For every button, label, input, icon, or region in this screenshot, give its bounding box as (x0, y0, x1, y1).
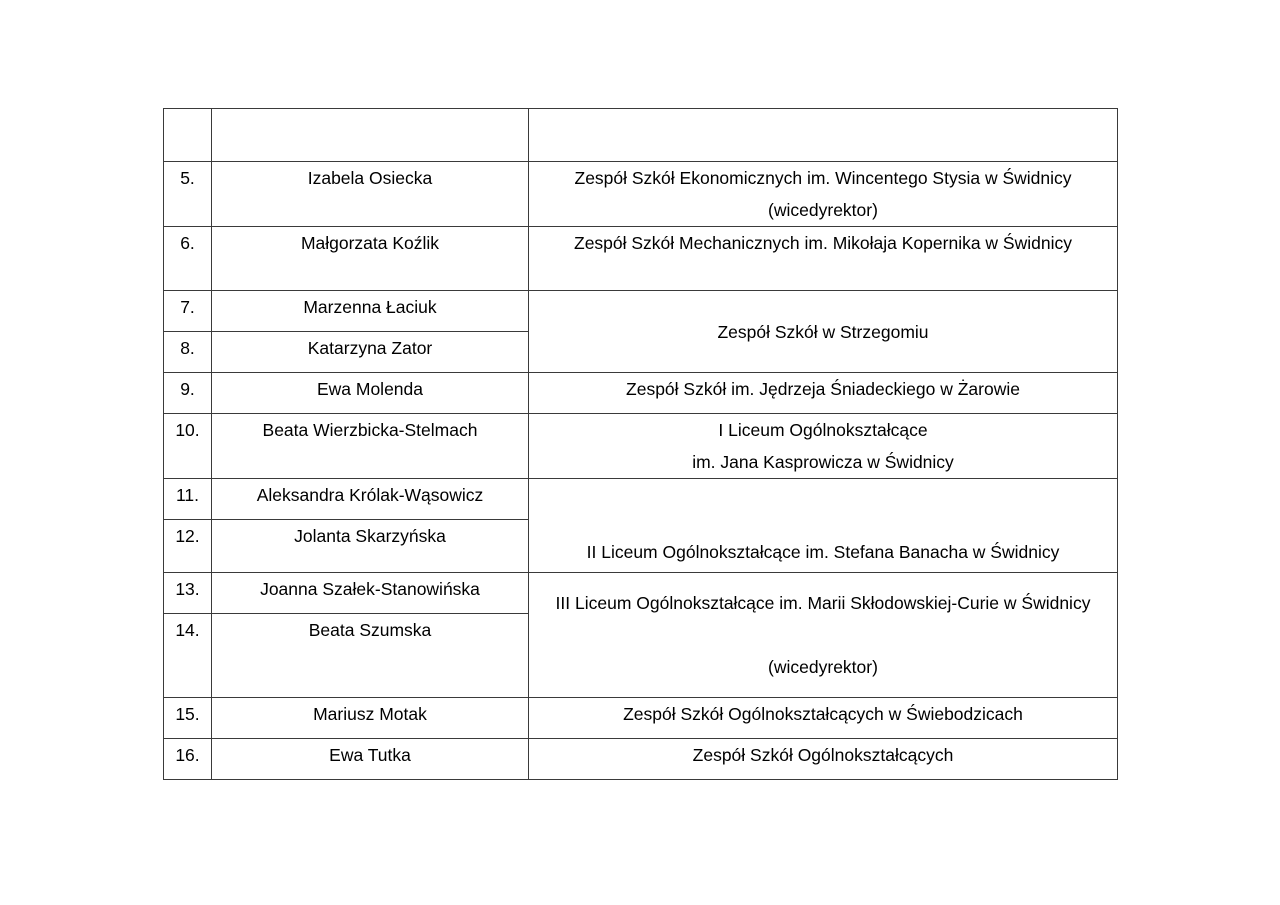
row-number: 9. (164, 373, 212, 414)
staff-school-table (163, 108, 1118, 780)
school-cell (529, 739, 1118, 780)
school-name: Zespół Szkół Ogólnokształcących (692, 745, 954, 765)
role-note: (wicedyrektor) (768, 200, 878, 220)
blank-line (529, 619, 1117, 651)
header-cell-number (164, 109, 212, 162)
person-name: Ewa Tutka (212, 739, 529, 780)
header-cell-school (529, 109, 1118, 162)
school-name: Zespół Szkół Ogólnokształcących w Świebodzicach (623, 704, 1023, 724)
school-name: Zespół Szkół w Strzegomiu (717, 321, 929, 342)
school-cell-merged (529, 479, 1118, 573)
table-row (164, 479, 1118, 520)
person-name: Joanna Szałek-Stanowińska (212, 573, 529, 614)
row-number: 7. (164, 291, 212, 332)
role-note: (wicedyrektor) (768, 657, 878, 677)
row-number: 5. (164, 162, 212, 227)
school-name: Zespół Szkół im. Jędrzeja Śniadeckiego w Żarowie (626, 379, 1020, 399)
row-number: 13. (164, 573, 212, 614)
person-name: Beata Wierzbicka-Stelmach (212, 414, 529, 479)
row-number: 8. (164, 332, 212, 373)
school-cell (529, 227, 1118, 291)
school-cell (529, 698, 1118, 739)
person-name: Ewa Molenda (212, 373, 529, 414)
person-name: Beata Szumska (212, 614, 529, 698)
school-cell (529, 414, 1118, 479)
person-name: Katarzyna Zator (212, 332, 529, 373)
school-cell-merged (529, 573, 1118, 698)
row-number: 10. (164, 414, 212, 479)
school-cell (529, 162, 1118, 227)
school-name: Zespół Szkół Ekonomicznych im. Wincentego Stysia w Świdnicy (574, 168, 1072, 188)
table-header-row (164, 109, 1118, 162)
school-name: II Liceum Ogólnokształcące im. Stefana Banacha w Świdnicy (586, 542, 1060, 562)
person-name: Małgorzata Koźlik (212, 227, 529, 291)
table-row (164, 573, 1118, 614)
row-number: 16. (164, 739, 212, 780)
school-name-continued: im. Jana Kasprowicza w Świdnicy (692, 452, 954, 472)
person-name: Jolanta Skarzyńska (212, 520, 529, 573)
school-name: I Liceum Ogólnokształcące (718, 420, 928, 440)
row-number: 6. (164, 227, 212, 291)
table-row (164, 291, 1118, 332)
table-row (164, 162, 1118, 227)
row-number: 14. (164, 614, 212, 698)
school-cell-merged (529, 291, 1118, 373)
person-name: Mariusz Motak (212, 698, 529, 739)
school-name: Zespół Szkół Mechanicznych im. Mikołaja Kopernika w Świdnicy (574, 233, 1072, 253)
table-row (164, 227, 1118, 291)
header-cell-name (212, 109, 529, 162)
person-name: Marzenna Łaciuk (212, 291, 529, 332)
table-row (164, 698, 1118, 739)
school-cell (529, 373, 1118, 414)
school-name: III Liceum Ogólnokształcące im. Marii Skłodowskiej-Curie w Świdnicy (555, 593, 1091, 613)
table-row (164, 414, 1118, 479)
table-row (164, 739, 1118, 780)
table-row (164, 373, 1118, 414)
row-number: 11. (164, 479, 212, 520)
row-number: 12. (164, 520, 212, 573)
person-name: Aleksandra Królak-Wąsowicz (212, 479, 529, 520)
person-name: Izabela Osiecka (212, 162, 529, 227)
row-number: 15. (164, 698, 212, 739)
